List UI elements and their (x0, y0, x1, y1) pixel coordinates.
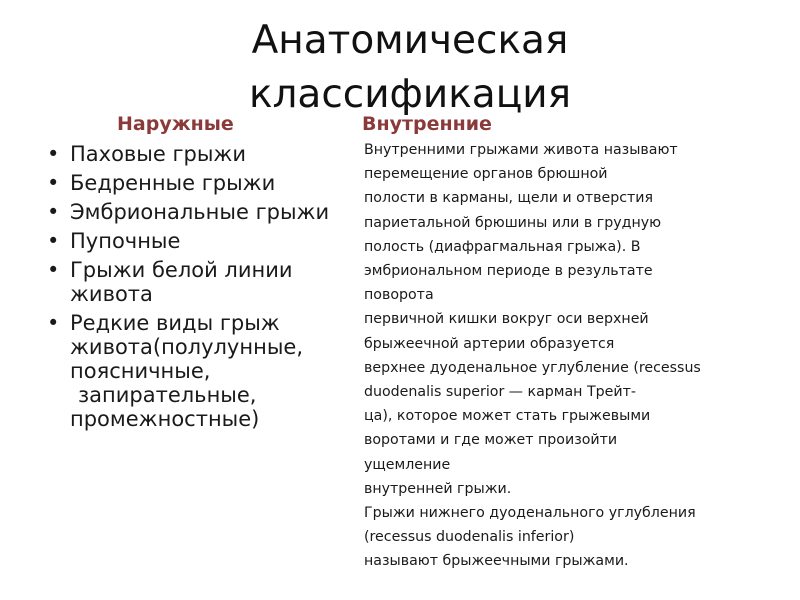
list-item (45, 142, 345, 166)
bullet-icon: • (47, 229, 60, 253)
text-line: париетальной брюшины или в грудную (364, 214, 662, 231)
continuation-line: промежностные) (70, 407, 260, 431)
list-item-continuation (45, 383, 345, 431)
text-line: duodenalis superior — карман Трейт- (364, 384, 636, 401)
text-line: верхнее дуоденальное углубление (recessus (364, 359, 701, 376)
text-line: брыжеечной артерии образуется (364, 335, 615, 352)
text-line: называют брыжеечными грыжами. (364, 553, 629, 570)
text-line: первичной кишки вокруг оси верхней (364, 311, 649, 328)
bullet-icon: • (47, 142, 60, 166)
list-item-text: Эмбриональные грыжи (70, 200, 330, 224)
list-item-text: Бедренные грыжи (70, 171, 276, 195)
inner-hernias-description (364, 138, 784, 574)
text-line: ца), которое может стать грыжевыми (364, 408, 651, 425)
outer-hernias-list (45, 142, 345, 431)
outer-hernias-heading: Наружные (117, 113, 234, 135)
list-item-text: Редкие виды грыж живота(полулунные, поясничные, (70, 311, 303, 383)
list-item-text: Паховые грыжи (70, 142, 246, 166)
bullet-icon: • (47, 258, 60, 282)
text-line: перемещение органов брюшной (364, 166, 608, 183)
list-item (45, 229, 345, 253)
list-item (45, 171, 345, 195)
list-item-text: Пупочные (70, 229, 181, 253)
list-item (45, 311, 345, 383)
text-line: ущемление (364, 456, 451, 473)
list-item (45, 258, 345, 306)
list-item (45, 200, 345, 224)
text-line: Внутренними грыжами живота называют (364, 142, 678, 158)
text-line: Грыжи нижнего дуоденального углубления (364, 505, 696, 522)
list-item-text: Грыжи белой линии живота (70, 258, 293, 306)
text-line: (recessus duodenalis inferior) (364, 529, 575, 546)
text-line: полость (диафрагмальная грыжа). В (364, 238, 641, 255)
text-line: эмбриональном периоде в результате (364, 263, 653, 280)
text-line: поворота (364, 287, 434, 304)
text-line: внутренней грыжи. (364, 480, 512, 497)
inner-hernias-heading: Внутренние (362, 113, 492, 135)
slide-title: Анатомическая классификация (248, 18, 572, 117)
text-line: воротами и где может произойти (364, 432, 618, 449)
continuation-line: запирательные, (78, 383, 257, 407)
bullet-icon: • (47, 171, 60, 195)
bullet-icon: • (47, 311, 60, 335)
text-line: полости в карманы, щели и отверстия (364, 190, 654, 207)
bullet-icon: • (47, 200, 60, 224)
